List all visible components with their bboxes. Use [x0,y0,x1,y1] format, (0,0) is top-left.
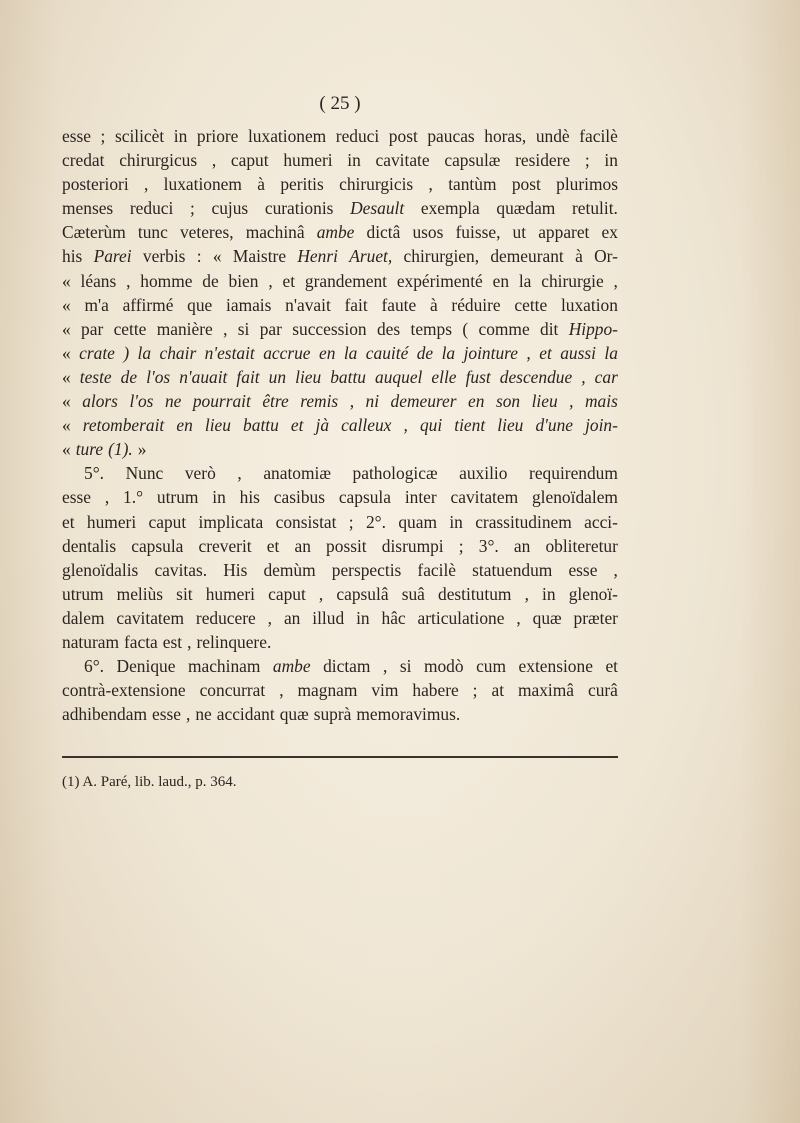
text-line: his Parei verbis : « Maistre Henri Aruet, chirurgien, demeurant à Or- [62,246,618,267]
footnote-divider [62,756,618,758]
text-line: « crate ) la chair n'estait accrue en la cauité de la jointure , et aussi la [62,342,618,363]
text-line: menses reduci ; cujus curationis Desault exempla quædam retulit. [62,198,618,219]
text-line: 5°. Nunc verò , anatomiæ pathologicæ auxilio requirendum [84,463,618,484]
body-text [62,124,618,726]
text-line: utrum meliùs sit humeri caput , capsulâ suâ destitutum , in glenoï- [62,583,618,604]
text-line: esse , 1.° utrum in his casibus capsula inter cavitatem glenoïdalem [62,487,618,508]
text-line: dentalis capsula creverit et an possit disrumpi ; 3°. an obliteretur [62,535,618,556]
text-line: naturam facta est , relinquere. [62,631,272,652]
text-line: credat chirurgicus , caput humeri in cavitate capsulæ residere ; in [62,150,618,171]
text-line: « m'a affirmé que iamais n'avait fait faute à réduire cette luxation [62,294,618,315]
text-line: adhibendam esse , ne accidant quæ suprà memoravimus. [62,704,461,725]
text-line: « alors l'os ne pourrait être remis , ni demeurer en son lieu , mais [62,391,618,412]
text-line: contrà-extensione concurrat , magnam vim habere ; at maximâ curâ [62,680,618,701]
text-line: « ture (1). » [62,439,147,460]
text-line: Cæterùm tunc veteres, machinâ ambe dictâ usos fuisse, ut apparet ex [62,222,618,243]
text-line: dalem cavitatem reducere , an illud in hâc articulatione , quæ præter [62,607,618,628]
text-line: « léans , homme de bien , et grandement expérimenté en la chirurgie , [62,270,618,291]
text-line: « teste de l'os n'auait fait un lieu battu auquel elle fust descendue , car [62,366,618,387]
text-line: 6°. Denique machinam ambe dictam , si modò cum extensione et [84,656,618,677]
text-line: esse ; scilicèt in priore luxationem reduci post paucas horas, undè facilè [62,126,618,146]
footnote: (1) A. Paré, lib. laud., p. 364. [62,774,237,790]
text-line: « retomberait en lieu battu et jà calleux , qui tient lieu d'une join- [62,415,618,436]
text-line: et humeri caput implicata consistat ; 2°. quam in crassitudinem acci- [62,511,618,532]
text-line: « par cette manière , si par succession des temps ( comme dit Hippo- [62,318,618,339]
text-line: posteriori , luxationem à peritis chirurgicis , tantùm post plurimos [62,174,618,195]
text-line: glenoïdalis cavitas. His demùm perspectis facilè statuendum esse , [62,559,618,580]
page-number: ( 25 ) [319,93,361,114]
